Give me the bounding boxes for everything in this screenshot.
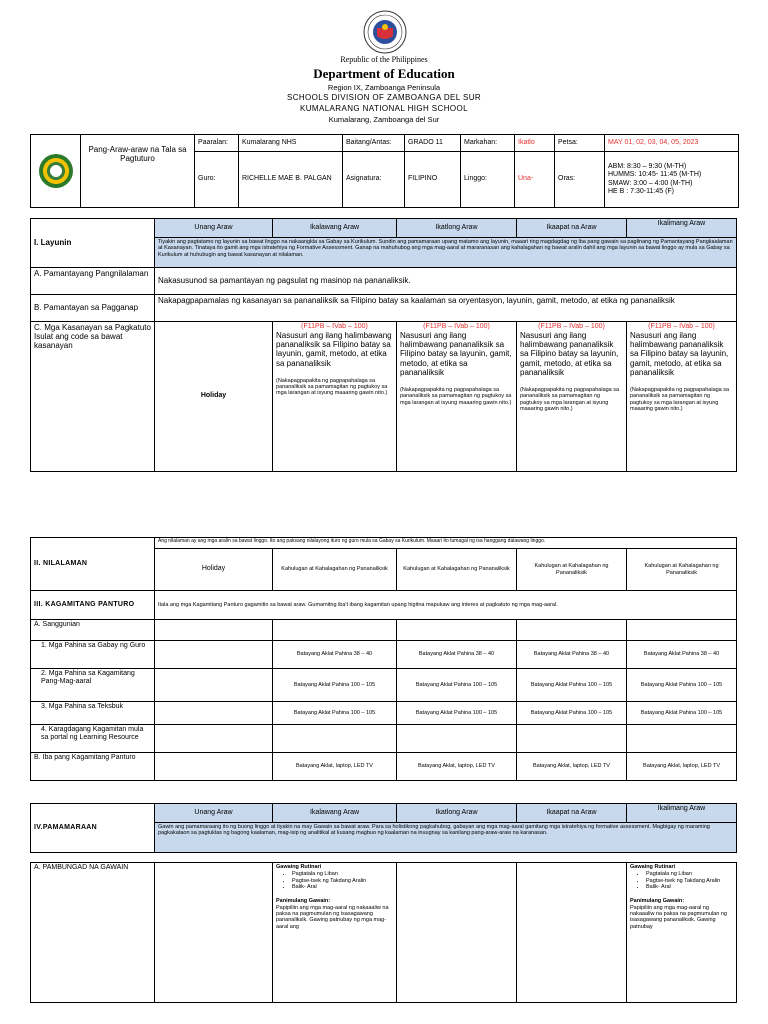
- markahan-label: Markahan:: [461, 135, 515, 152]
- ref-value: Batayang Aklat Pahina 38 – 40: [627, 641, 737, 669]
- markahan-value: Ikatlo: [515, 135, 555, 152]
- ref-row-label: 2. Mga Pahina sa Kagamitang Pang-Mag-aaral: [31, 669, 155, 702]
- kasanayan-title: C. Mga Kasanayan sa Pagkatuto: [34, 323, 151, 332]
- competency-note: (Nakapagpapakita ng pagpapahalaga sa pananaliksik sa pamamagitan ng pagtukoy sa mga larangan at isyung maaaring gawin nito.): [276, 377, 388, 397]
- rutinari-item: • Pagtatala ng Liban: [646, 871, 733, 877]
- rutinari-title: Gawaing Rutinari: [630, 864, 676, 870]
- day-header: Ikalimang Araw: [627, 219, 737, 238]
- ref-value: Batayang Aklat Pahina 100 – 105: [273, 702, 397, 725]
- day-header: Ikatlong Araw: [397, 804, 517, 823]
- competency-text: Nasusuri ang ilang halimbawang pananaliksik sa Filipino batay sa layunin, gamit, metodo, at etika sa pananaliksik: [520, 331, 619, 377]
- department-title: Department of Education: [313, 66, 455, 81]
- day-header: Unang Araw: [155, 219, 273, 238]
- ref-value: Batayang Aklat, laptop, LED TV: [627, 753, 737, 781]
- ref-value: Batayang Aklat, laptop, LED TV: [273, 753, 397, 781]
- rutinari-list: [630, 871, 733, 890]
- ref-value: Batayang Aklat Pahina 100 – 105: [273, 669, 397, 702]
- linggo-label: Linggo:: [461, 152, 515, 208]
- competency-text: Nasusuri ang ilang halimbawang pananaliksik sa Filipino batay sa layunin, gamit, metodo, at etika sa pananaliksik: [276, 331, 392, 368]
- day4-competency: [517, 322, 627, 472]
- ref-value: Batayang Aklat Pahina 100 – 105: [397, 669, 517, 702]
- day3-topic: Kahulugan at Kahalagahan ng Pananaliksik: [397, 549, 517, 591]
- nilalaman-label: II. NILALAMAN: [31, 538, 155, 591]
- competency-code: (F11PB – IVab – 100): [423, 323, 490, 330]
- asignatura-label: Asignatura:: [343, 152, 405, 208]
- oras-line: ABM: 8:30 – 9:30 (M-TH): [608, 163, 687, 171]
- baitang-value: GRADO 11: [405, 135, 461, 152]
- school-logo: [31, 135, 81, 208]
- ref-value: Batayang Aklat, laptop, LED TV: [397, 753, 517, 781]
- kagamitan-note: Itala ang mga Kagamitang Panturo gagamitin sa bawat araw. Gumamitng iba't ibang kagamitan upang higitna mapukaw ang interes at pagkatuto ng mga mag-aaral.: [155, 591, 737, 620]
- guro-label: Guro:: [195, 152, 239, 208]
- day2-topic: Kahulugan at Kahalagahan ng Pananaliksik: [273, 549, 397, 591]
- guro-value: RICHELLE MAE B. PALGAN: [239, 152, 343, 208]
- paaralan-label: Paaralan:: [195, 135, 239, 152]
- layunin-note: Tiyakin ang pagtatamo ng layunin sa bawat linggo na nakaangkla sa Gabay sa Kurikulum. Sundin ang pamamaraan upang matamo ang layunin, maaari ring magdagdag ng iba pang gawain sa paglinang ng Pamantayang Pangkaalaman at Kasanayan. Tinataya ito gamit ang mga istratehiya ng Formative Assessment. Ganap na mahuhubog ang mga mag-aaral at mararanasan ang kahalagahan ng bawat aralin dahil ang mga layunin sa bawat linggo ay mula sa Gabay sa Kurikulum at huhubugin ang bawat kasanayan at nilalaman.: [155, 238, 737, 268]
- oras-line: SMAW: 3:00 – 4:00 (M-TH): [608, 179, 693, 187]
- ref-value: Batayang Aklat Pahina 100 – 105: [397, 702, 517, 725]
- pamamaraan-label: IV.PAMAMARAAN: [31, 804, 155, 853]
- competency-note: (Nakapagpapakita ng pagpapahalaga sa pananaliksik sa pamamagitan ng pagtukoy sa mga larangan at isyung maaaring gawin nito.): [520, 386, 620, 412]
- asignatura-value: FILIPINO: [405, 152, 461, 208]
- pangnilalaman-text: Nakasusunod sa pamantayan ng pagsulat ng masinop na pananaliksik.: [155, 268, 737, 295]
- panimula-title: Panimulang Gawain:: [276, 898, 331, 905]
- day2-pambungad: [273, 863, 397, 1003]
- oras-line: HUMMS: 10:45- 11:45 (M-TH): [608, 171, 702, 179]
- rutinari-list: [276, 871, 393, 890]
- competency-note: (Nakapagpapakita ng pagpapahalaga sa pananaliksik sa pamamagitan ng pagtukoy sa mga larangan at isyung maaaring gawin nito.): [630, 386, 730, 412]
- ref-value: Batayang Aklat Pahina 38 – 40: [273, 641, 397, 669]
- rutinari-title: Gawaing Rutinari: [276, 864, 322, 870]
- petsa-label: Petsa:: [555, 135, 605, 152]
- day-header: Ikalimang Araw: [627, 804, 737, 823]
- pangnilalaman-label: A. Pamantayang Pangnilalaman: [31, 268, 155, 295]
- nilalaman-note: Ang nilalaman ay ang mga aralin sa bawat linggo. Ito ang paksang nilalayong ituro ng guro mula sa Gabay sa Kurikulum. Maaari ito tumagal ng isa hanggang dalawang linggo.: [155, 538, 737, 549]
- pagganap-label: B. Pamantayan sa Pagganap: [31, 295, 155, 322]
- day4-topic: Kahulugan at Kahalagahan ng Pananaliksik: [517, 549, 627, 591]
- pagganap-text: Nakapagpapamalas ng kasanayan sa pananaliksik sa Filipino batay sa kaalaman sa oryentasyon, layunin, gamit, metodo, at etika ng pananaliksik: [155, 295, 737, 322]
- panimula-text: Papipiliin ang mga mag-aaral ng nakaaaliw na paksa na pagmumulan ng isasagawang pananaliksik. Gawing patnubay: [630, 904, 727, 930]
- competency-note: (Nakapagpapakita ng pagpapahalaga sa pananaliksik sa pamamagitan ng pagtukoy sa mga larangan at isyung maaaring gawin nito.): [400, 386, 512, 406]
- competency-code: (F11PB – IVab – 100): [538, 323, 605, 330]
- competency-text: Nasusuri ang ilang halimbawang pananaliksik sa Filipino batay sa layunin, gamit, metodo, at etika sa pananaliksik: [630, 331, 729, 377]
- day5-topic: Kahulugan at Kahalagahan ng Pananaliksik: [627, 549, 737, 591]
- paaralan-value: Kumalarang NHS: [239, 135, 343, 152]
- division-line: SCHOOLS DIVISION OF ZAMBOANGA DEL SUR: [286, 93, 482, 102]
- rutinari-item: • Pagtse-tsek ng Takdang Aralin: [646, 878, 733, 884]
- competency-code: (F11PB – IVab – 100): [648, 323, 715, 330]
- ref-value: Batayang Aklat Pahina 100 – 105: [627, 702, 737, 725]
- day5-competency: [627, 322, 737, 472]
- deped-seal-logo: [363, 10, 407, 54]
- day-header: Ikatlong Araw: [397, 219, 517, 238]
- document-title: Pang-Araw-araw na Tala sa Pagtuturo: [81, 135, 195, 208]
- region-line: Region IX, Zamboanga Peninsula: [327, 83, 441, 92]
- oras-label: Oras:: [555, 152, 605, 208]
- rutinari-item: • Pagtatala ng Liban: [292, 871, 393, 877]
- ref-value: Batayang Aklat Pahina 38 – 40: [517, 641, 627, 669]
- nilalaman-table: [30, 537, 737, 781]
- ref-row-label: 1. Mga Pahina sa Gabay ng Guro: [31, 641, 155, 669]
- rutinari-item: • Balik- Aral: [646, 884, 733, 890]
- rutinari-item: • Pagtse-tsek ng Takdang Aralin: [292, 878, 393, 884]
- republic-line: Republic of the Philippines: [340, 55, 428, 64]
- lesson-info-table: [30, 134, 739, 208]
- ref-value: Batayang Aklat Pahina 100 – 105: [517, 702, 627, 725]
- petsa-value: MAY 01, 02, 03, 04, 05, 2023: [605, 135, 739, 152]
- competency-code: (F11PB – IVab – 100): [301, 323, 368, 330]
- ref-row-label: 4. Karagdagang Kagamitan mula sa portal ng Learning Resource: [31, 725, 155, 753]
- kasanayan-label: [31, 322, 155, 472]
- pambungad-label: A. PAMBUNGAD NA GAWAIN: [31, 863, 155, 1003]
- oras-value: [605, 152, 739, 208]
- kagamitan-label: III. KAGAMITANG PANTURO: [31, 591, 155, 620]
- day-header: Ikalawang Araw: [273, 219, 397, 238]
- sanggunian-label: A. Sanggunian: [31, 620, 155, 641]
- pamamaraan-note: Gawin ang pamamaraang ito ng buong linggo at tiyakin na may Gawain sa bawat araw. Para sa holistikong pagkahubog, gabayan ang mga mag-aaral gamitang mga istratehiya ng formative assessment. Magbigay ng maraming pagkakataon sa pagtuklas ng bagong kaalaman, mag-isip ng analitikal at kusang magbuo ng kaalaman na inuugnay sa kanilang pang-araw-araw na karanasan.: [155, 823, 737, 853]
- oras-line: HE B : 7:30-11:45 (F): [608, 187, 675, 195]
- ref-value: Batayang Aklat, laptop, LED TV: [517, 753, 627, 781]
- day1-holiday: Holiday: [155, 549, 273, 591]
- day5-pambungad: [627, 863, 737, 1003]
- day-header: Ikaapat na Araw: [517, 219, 627, 238]
- pamamaraan-table: [30, 803, 737, 1003]
- day2-competency: [273, 322, 397, 472]
- ref-row-label: B. Iba pang Kagamitang Panturo: [31, 753, 155, 781]
- baitang-label: Baitang/Antas:: [343, 135, 405, 152]
- panimula-text: Papipiliin ang mga mag-aaral ng nakaaaliw na paksa na pagmumulan ng isasagawang pananaliksik. Gawing patnubay ng mga mag-aaral ang: [276, 904, 389, 930]
- school-line: KUMALARANG NATIONAL HIGH SCHOOL: [300, 104, 468, 113]
- ref-value: Batayang Aklat Pahina 100 – 105: [627, 669, 737, 702]
- panimula-title: Panimulang Gawain:: [630, 898, 685, 905]
- address-line: Kumalarang, Zamboanga del Sur: [328, 115, 440, 124]
- day-header: Unang Araw: [155, 804, 273, 823]
- ref-value: Batayang Aklat Pahina 100 – 105: [517, 669, 627, 702]
- linggo-value: Una-: [515, 152, 555, 208]
- day-header: Ikaapat na Araw: [517, 804, 627, 823]
- ref-row-label: 3. Mga Pahina sa Teksbuk: [31, 702, 155, 725]
- rutinari-item: • Balik- Aral: [292, 884, 393, 890]
- ref-value: Batayang Aklat Pahina 38 – 40: [397, 641, 517, 669]
- kasanayan-instruction: Isulat ang code sa bawat kasanayan: [34, 332, 123, 351]
- layunin-table: [30, 218, 737, 472]
- layunin-label: I. Layunin: [31, 219, 155, 268]
- competency-text: Nasusuri ang ilang halimbawang pananaliksik sa Filipino batay sa layunin, gamit, metodo, at etika sa pananaliksik: [400, 331, 512, 377]
- day3-competency: [397, 322, 517, 472]
- day-header: Ikalawang Araw: [273, 804, 397, 823]
- day1-holiday: Holiday: [155, 322, 273, 472]
